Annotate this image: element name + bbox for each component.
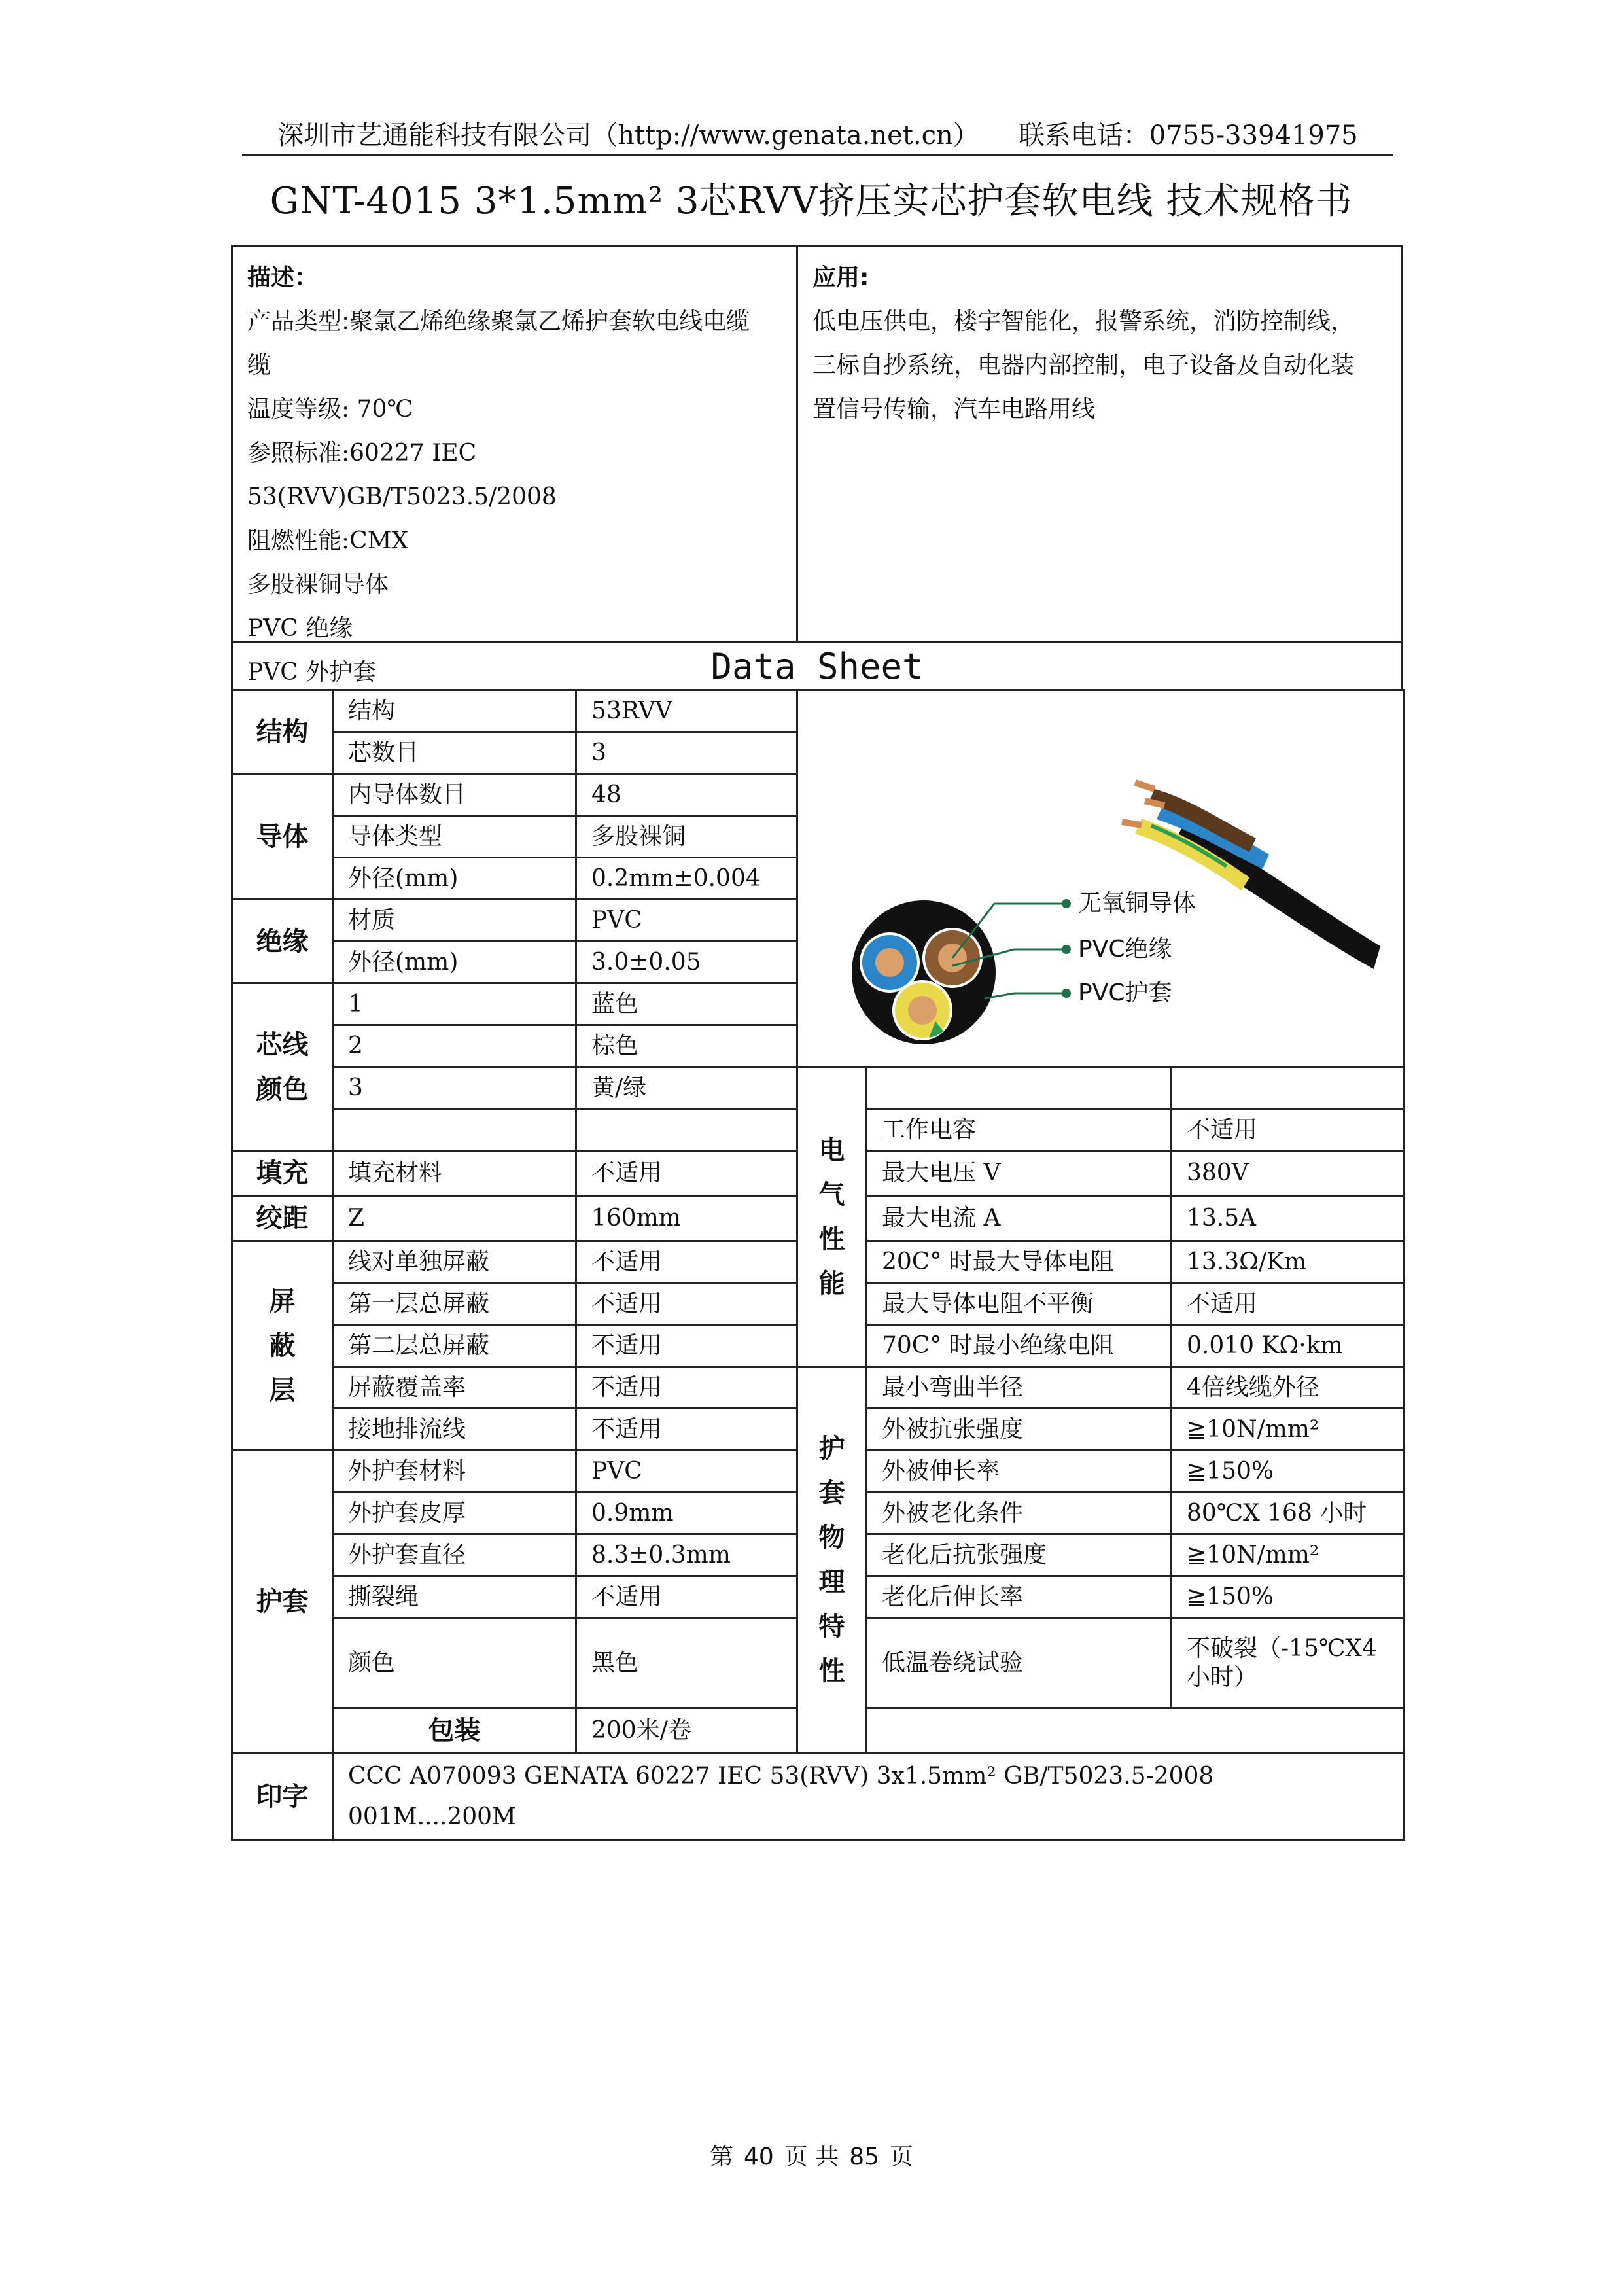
param-name: 外被伸长率	[867, 1451, 1172, 1492]
group-jacket-physical	[797, 1367, 867, 1754]
group-print: 印字	[232, 1754, 333, 1840]
param-value: 8.3±0.3mm	[576, 1534, 797, 1576]
param-name: 材质	[333, 900, 576, 942]
param-value: 棕色	[576, 1025, 797, 1067]
param-value	[576, 1109, 797, 1151]
param-name: 颜色	[333, 1618, 576, 1708]
param-name: 最大电流 A	[867, 1196, 1172, 1241]
param-value: 53RVV	[576, 690, 797, 732]
param-name: 外护套直径	[333, 1534, 576, 1576]
param-value: 13.3Ω/Km	[1172, 1241, 1405, 1283]
param-value: 0.2mm±0.004	[576, 858, 797, 900]
param-value: 不适用	[576, 1151, 797, 1196]
application-line: 低电压供电，楼宇智能化，报警系统，消防控制线，	[812, 308, 1355, 335]
application-heading: 应用:	[812, 264, 869, 291]
table-row	[232, 1754, 1405, 1840]
param-name: 老化后抗张强度	[867, 1534, 1172, 1576]
param-name: 70C° 时最小绝缘电阻	[867, 1325, 1172, 1367]
description-line: 缆	[247, 352, 271, 379]
param-value: 3	[576, 732, 797, 774]
label-jacket: PVC护套	[1078, 980, 1172, 1006]
footer-page-number: 40	[743, 2144, 774, 2170]
param-name: 外径(mm)	[333, 858, 576, 900]
group-shield	[232, 1241, 333, 1451]
param-name: 1	[333, 983, 576, 1025]
param-name: 内导体数目	[333, 774, 576, 816]
group-filler: 填充	[232, 1151, 333, 1196]
param-value: 不破裂（-15℃X4 小时）	[1172, 1618, 1405, 1708]
param-value: 多股裸铜	[576, 816, 797, 858]
group-shield-label: 屏蔽层	[269, 1286, 296, 1405]
param-name: 屏蔽覆盖率	[333, 1367, 576, 1409]
param-name: 第二层总屏蔽	[333, 1325, 576, 1367]
description-line: PVC 绝缘	[247, 615, 353, 642]
datasheet-table	[231, 689, 1405, 1841]
group-electrical	[797, 1067, 867, 1367]
document-title: GNT-4015 3*1.5mm² 3芯RVV挤压实芯护套软电线 技术规格书	[270, 180, 1353, 222]
param-value: 0.010 KΩ·km	[1172, 1325, 1405, 1367]
param-value: PVC	[576, 1451, 797, 1492]
param-name: 第一层总屏蔽	[333, 1283, 576, 1325]
param-name: 结构	[333, 690, 576, 732]
param-value: ≧150%	[1172, 1451, 1405, 1492]
param-value: 不适用	[1172, 1283, 1405, 1325]
param-value: 380V	[1172, 1151, 1405, 1196]
param-name: 外径(mm)	[333, 942, 576, 983]
cable-figure-cell	[797, 690, 1405, 1067]
param-value: 不适用	[576, 1409, 797, 1451]
page-footer	[0, 2138, 1623, 2172]
label-conductor: 无氧铜导体	[1078, 890, 1196, 917]
param-value: 不适用	[576, 1576, 797, 1618]
param-value: 不适用	[1172, 1109, 1405, 1151]
param-name: 外护套皮厚	[333, 1492, 576, 1534]
param-value: 80℃X 168 小时	[1172, 1492, 1405, 1534]
param-value: PVC	[576, 900, 797, 942]
param-name: 外被抗张强度	[867, 1409, 1172, 1451]
table-row	[232, 1367, 1405, 1409]
param-value: 160mm	[576, 1196, 797, 1241]
footer-total-pages: 85	[849, 2144, 880, 2170]
group-core-color	[232, 983, 333, 1151]
param-name	[333, 1109, 576, 1151]
group-jacket-physical-label: 护套物理特性	[818, 1434, 845, 1686]
description-line: 阻燃性能:CMX	[247, 527, 409, 554]
param-name: Z	[333, 1196, 576, 1241]
param-value: 不适用	[576, 1367, 797, 1409]
group-insulation: 绝缘	[232, 900, 333, 983]
param-value: 蓝色	[576, 983, 797, 1025]
description-line: 多股裸铜导体	[247, 571, 389, 598]
param-value: 黑色	[576, 1618, 797, 1708]
description-line: 参照标准:60227 IEC 53(RVV)GB/T5023.5/2008	[247, 440, 557, 510]
label-insulation: PVC绝缘	[1078, 936, 1172, 963]
group-package: 包装	[333, 1708, 576, 1754]
group-electrical-label: 电气性能	[818, 1135, 845, 1299]
group-lay: 绞距	[232, 1196, 333, 1241]
param-value: 不适用	[576, 1325, 797, 1367]
description-section	[233, 247, 798, 686]
param-name: 最大导体电阻不平衡	[867, 1283, 1172, 1325]
application-line: 三标自抄系统，电器内部控制，电子设备及自动化装	[812, 352, 1355, 379]
description-line: 产品类型:聚氯乙烯绝缘聚氯乙烯护套软电线电缆	[247, 308, 750, 335]
param-name: 线对单独屏蔽	[333, 1241, 576, 1283]
param-name: 外被老化条件	[867, 1492, 1172, 1534]
param-value: 3.0±0.05	[576, 942, 797, 983]
company-name: 深圳市艺通能科技有限公司（http://www.genata.net.cn）	[277, 120, 979, 150]
param-name: 2	[333, 1025, 576, 1067]
package-value: 200米/卷	[576, 1708, 1405, 1754]
print-value: CCC A070093 GENATA 60227 IEC 53(RVV) 3x1.5mm² GB/T5023.5-2008 001M....200M	[333, 1754, 1405, 1840]
datasheet-title: Data Sheet	[231, 641, 1403, 689]
param-name: 20C° 时最大导体电阻	[867, 1241, 1172, 1283]
param-name: 3	[333, 1067, 576, 1109]
param-value: ≧150%	[1172, 1576, 1405, 1618]
param-name: 低温卷绕试验	[867, 1618, 1172, 1708]
param-name: 工作电容	[867, 1109, 1172, 1151]
param-name: 芯数目	[333, 732, 576, 774]
param-name: 导体类型	[333, 816, 576, 858]
param-name: 撕裂绳	[333, 1576, 576, 1618]
param-value: 不适用	[576, 1283, 797, 1325]
group-core-color-label: 芯线颜色	[256, 1029, 309, 1104]
table-row	[232, 1708, 1405, 1754]
footer-page-label: 第	[709, 2144, 733, 2170]
param-value: 4倍线缆外径	[1172, 1367, 1405, 1409]
param-value: 不适用	[576, 1241, 797, 1283]
param-value: 13.5A	[1172, 1196, 1405, 1241]
footer-mid: 页 共	[784, 2144, 839, 2170]
table-row	[232, 690, 1405, 732]
param-value: 0.9mm	[576, 1492, 797, 1534]
param-name: 最小弯曲半径	[867, 1367, 1172, 1409]
param-name: 老化后伸长率	[867, 1576, 1172, 1618]
contact-phone: 联系电话：0755-33941975	[1018, 120, 1358, 150]
description-heading: 描述：	[247, 264, 319, 291]
group-jacket: 护套	[232, 1451, 333, 1754]
param-value: ≧10N/mm²	[1172, 1409, 1405, 1451]
description-line: PVC 外护套	[247, 659, 377, 686]
param-name: 接地排流线	[333, 1409, 576, 1451]
param-name: 最大电压 V	[867, 1151, 1172, 1196]
group-structure: 结构	[232, 690, 333, 774]
group-conductor: 导体	[232, 774, 333, 900]
cable-illustration	[798, 691, 1399, 1093]
page-header	[242, 116, 1393, 156]
application-section	[798, 247, 1401, 641]
param-value: ≧10N/mm²	[1172, 1534, 1405, 1576]
param-name: 填充材料	[333, 1151, 576, 1196]
param-value: 48	[576, 774, 797, 816]
application-line: 置信号传输，汽车电路用线	[812, 396, 1096, 423]
param-value: 黄/绿	[576, 1067, 797, 1109]
description-line: 温度等级: 70℃	[247, 396, 413, 423]
footer-end: 页	[890, 2144, 914, 2170]
cross-section	[852, 900, 996, 1044]
param-name: 外护套材料	[333, 1451, 576, 1492]
